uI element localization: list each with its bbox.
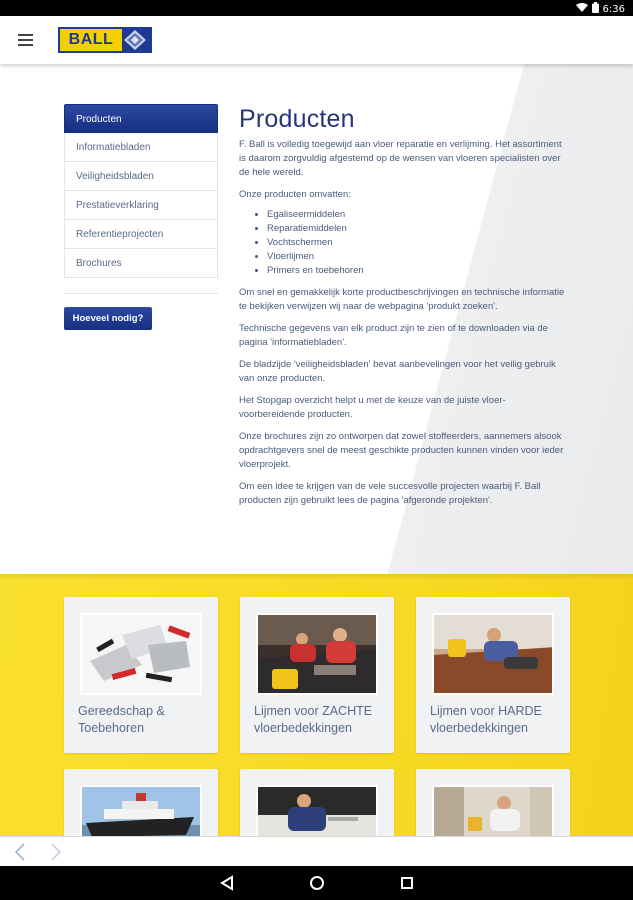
brand-logo[interactable]: [58, 27, 152, 53]
product-card-projects[interactable]: [64, 769, 218, 836]
article-paragraph: Om een idee te krijgen van de vele succesvolle projecten waarbij F. Ball producten zijn gebruikt lees de pagina 'afgeronde projekten'.: [239, 481, 541, 506]
home-circle-icon[interactable]: [309, 875, 325, 896]
app-header: [0, 16, 633, 64]
logo-diamond-icon: [122, 29, 148, 51]
article: [239, 104, 571, 516]
chevron-right-icon[interactable]: [50, 843, 62, 866]
product-card-soft-flooring[interactable]: [240, 597, 394, 753]
renovation-worker-photo: [432, 785, 554, 836]
back-triangle-icon[interactable]: [220, 875, 234, 896]
list-item: • Vloerlijmen: [267, 250, 571, 264]
product-card-levelling[interactable]: [240, 769, 394, 836]
logo-text: BALL: [60, 29, 122, 51]
sidebar-item-prestatieverklaring[interactable]: Prestatieverklaring: [64, 191, 218, 220]
product-list: [267, 208, 571, 278]
sidebar-item-brochures[interactable]: Brochures: [64, 249, 218, 278]
product-card-hard-flooring[interactable]: [416, 597, 570, 753]
cruise-ship-photo: [80, 785, 202, 836]
product-card-label: Lijmen voor HARDE vloerbedekkingen: [430, 704, 542, 735]
product-grid: [0, 574, 633, 836]
tools-photo: [80, 613, 202, 695]
chevron-left-icon[interactable]: [14, 843, 26, 866]
hoeveel-nodig-button[interactable]: Hoeveel nodig?: [64, 307, 152, 330]
article-paragraph: Het Stopgap overzicht helpt u met de keuze van de juiste vloer-voorbereidende producten.: [239, 395, 506, 420]
wifi-icon: [576, 3, 588, 16]
recents-square-icon[interactable]: [400, 875, 414, 896]
product-card-label: Lijmen voor ZACHTE vloerbedekkingen: [254, 704, 373, 735]
battery-icon: [592, 2, 599, 16]
article-intro: F. Ball is volledig toegewijd aan vloer reparatie en verlijming. Het assortiment is daarom zorgvuldig afgestemd op de wensen van vloeren specialisten over de hele wereld.: [239, 139, 562, 178]
hard-flooring-photo: [432, 613, 554, 695]
article-paragraph: Onze brochures zijn zo ontworpen dat zowel stoffeerders, aannemers alsook opdrachtgevers snel de meest geschikte producten kunnen vinden voor ieder vloerprojekt.: [239, 431, 564, 470]
list-item: • Primers en toebehoren: [267, 264, 571, 278]
status-bar: [0, 0, 633, 16]
page-title: Producten: [239, 105, 355, 133]
sidebar-item-informatiebladen[interactable]: Informatiebladen: [64, 133, 218, 162]
sidebar-item-veiligheidsbladen[interactable]: Veiligheidsbladen: [64, 162, 218, 191]
product-card-label: Gereedschap & Toebehoren: [78, 704, 165, 735]
status-time: 6:36: [602, 3, 625, 15]
system-nav-bar: [0, 866, 633, 900]
product-card-tools[interactable]: [64, 597, 218, 753]
list-item: • Egaliseermiddelen: [267, 208, 571, 222]
list-item: • Reparatiemiddelen: [267, 222, 571, 236]
product-card-renovation[interactable]: [416, 769, 570, 836]
article-paragraph: Technische gegevens van elk product zijn te zien of te downloaden via de pagina 'informatiebladen'.: [239, 323, 548, 348]
hamburger-icon[interactable]: [18, 34, 33, 46]
article-paragraph: Om snel en gemakkelijk korte productbeschrijvingen en technische informatie te bekijken verwijzen wij naar de webpagina 'produkt zoeken'.: [239, 287, 565, 312]
soft-flooring-photo: [256, 613, 378, 695]
sidebar-item-referentieprojecten[interactable]: Referentieprojecten: [64, 220, 218, 249]
sidebar-item-producten[interactable]: Producten: [64, 104, 218, 133]
main-content: [0, 64, 633, 574]
list-item: • Vochtschermen: [267, 236, 571, 250]
floor-worker-photo: [256, 785, 378, 836]
sidebar-divider: [64, 293, 218, 294]
list-intro: Onze producten omvatten:: [239, 189, 351, 200]
browser-nav-bar: [0, 836, 633, 866]
article-paragraph: De bladzijde 'veiligheidsbladen' bevat aanbevelingen voor het veilig gebruik van onze producten.: [239, 359, 556, 384]
sidebar-nav: [64, 104, 218, 294]
